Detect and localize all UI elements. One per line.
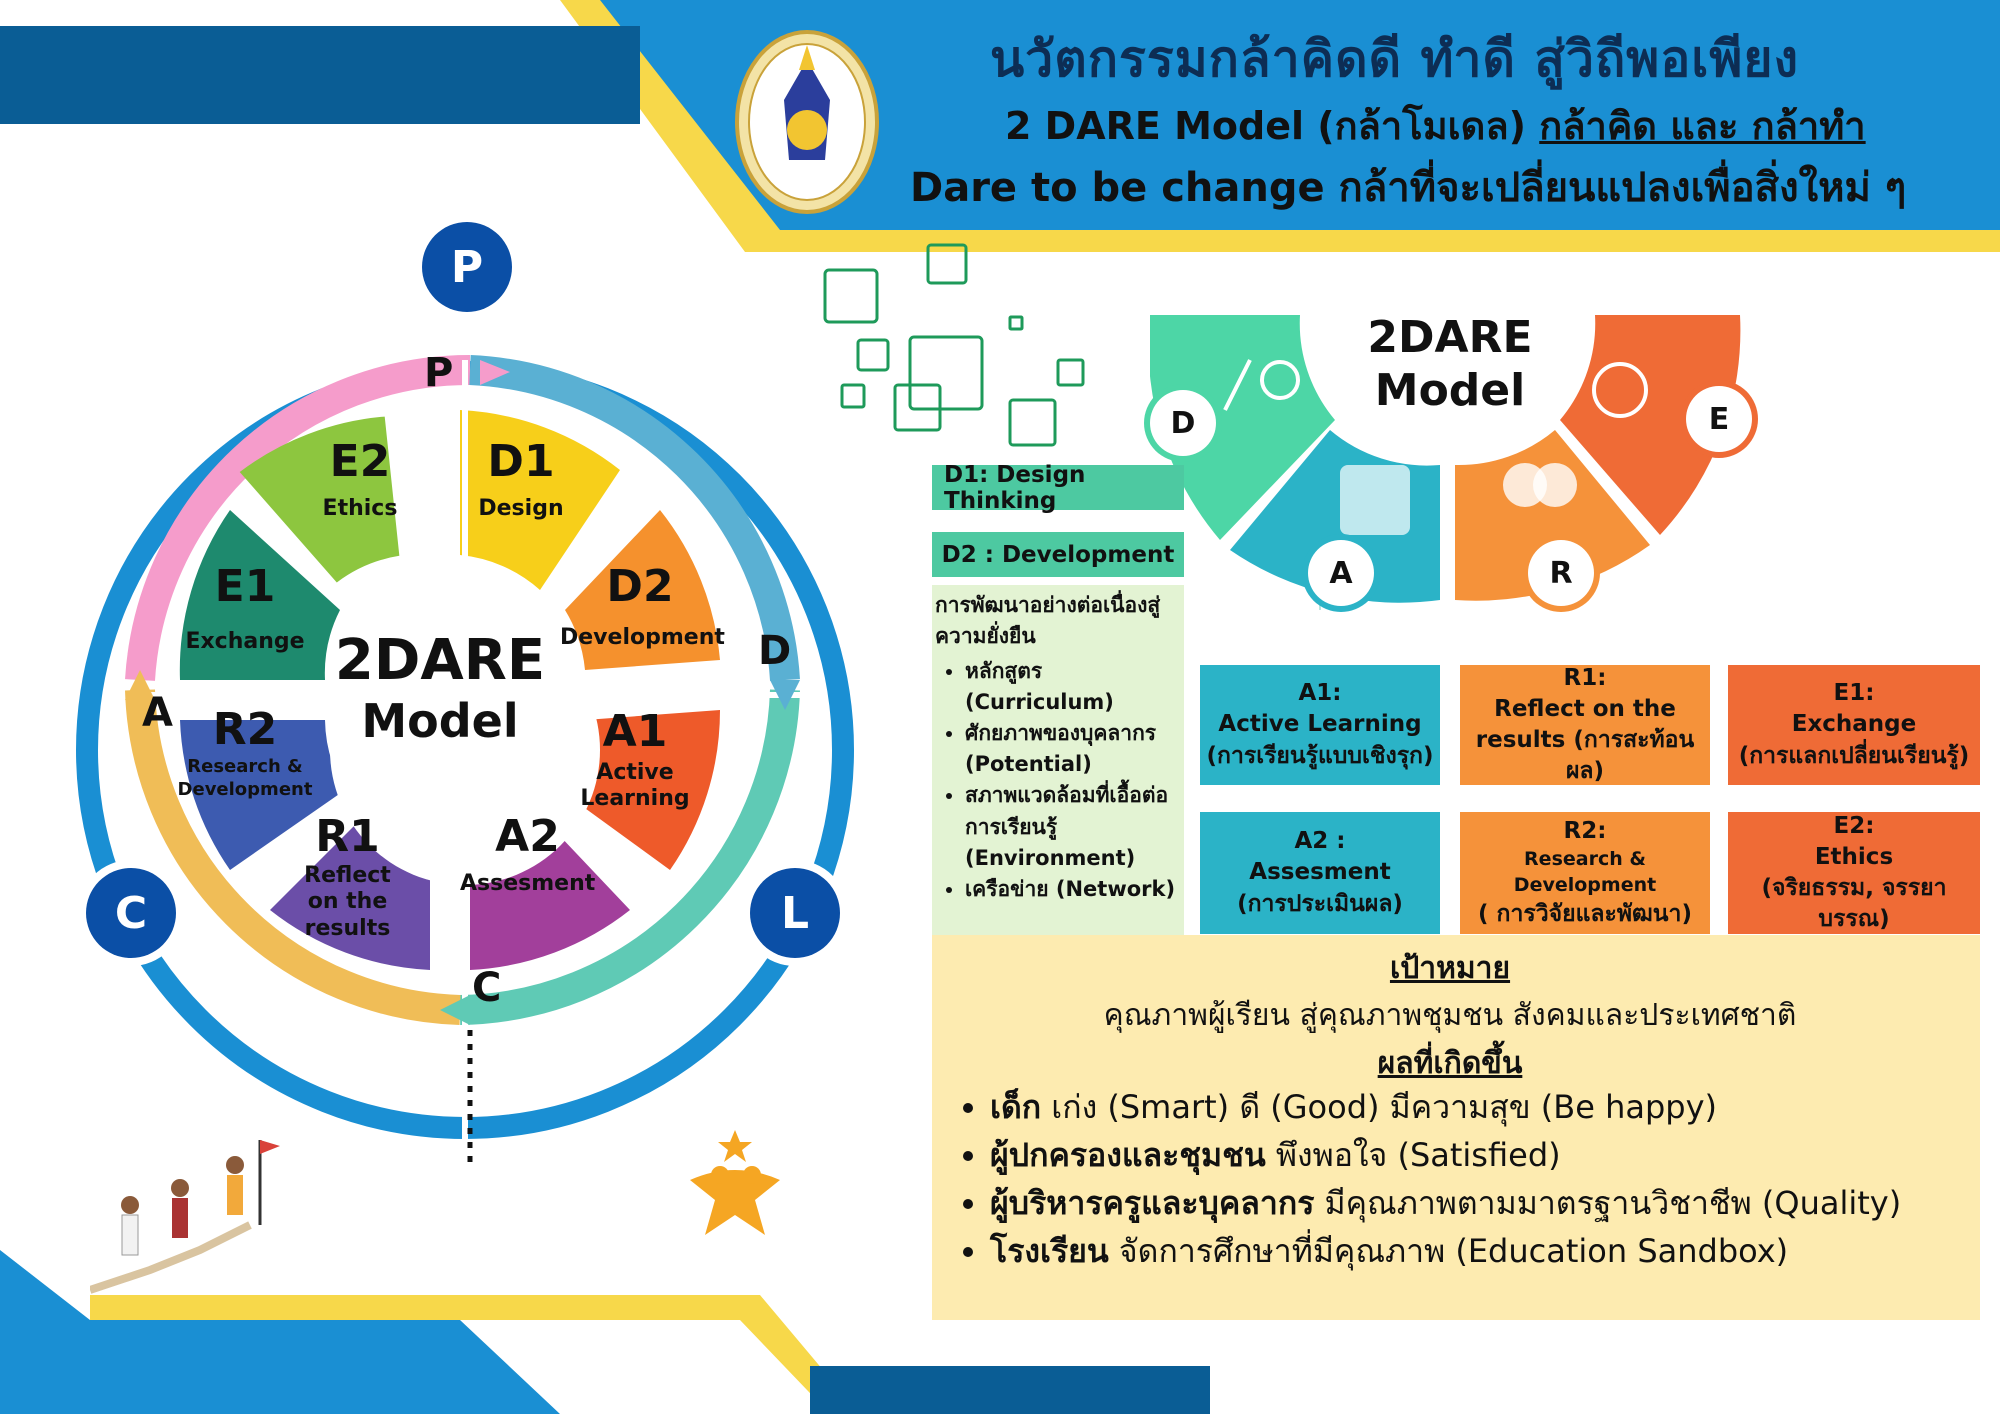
header-title: นวัตกรรมกล้าคิดดี ทำดี สู่วิถีพอเพียง — [990, 30, 1799, 88]
segment-d1-code: D1 — [487, 436, 555, 487]
development-item: • ศักยภาพของบุคลากร (Potential) — [965, 718, 1185, 780]
box-e2-title: Ethics — [1814, 843, 1894, 870]
result-subject: เด็ก — [990, 1088, 1042, 1126]
result-item — [990, 1083, 1970, 1131]
box-a2 — [1200, 812, 1440, 934]
segment-r1-code: R1 — [315, 811, 380, 862]
box-e1-thai: (การแลกเปลี่ยนเรียนรู้) — [1738, 742, 1970, 769]
header-subtitle — [1005, 95, 1866, 156]
results-list — [950, 1083, 1970, 1275]
result-subject: โรงเรียน — [990, 1232, 1109, 1270]
arc-letter-d: D — [758, 628, 792, 674]
header-subtitle-slogan: กล้าคิด และ กล้าทำ — [1539, 104, 1866, 148]
box-e1 — [1728, 665, 1980, 785]
d1-label: D1: Design Thinking — [932, 465, 1184, 510]
box-a2-thai: (การประเมินผล) — [1237, 890, 1403, 917]
cycle-center-line2: Model — [361, 693, 519, 748]
cycle-center-line1: 2DARE — [334, 628, 546, 693]
box-e1-code: E1: — [1833, 680, 1875, 707]
arc-letter-a: A — [142, 690, 173, 736]
box-r2-thai: ( การวิจัยและพัฒนา) — [1478, 900, 1692, 927]
climbers-illustration — [90, 1130, 290, 1300]
result-subject: ผู้บริหารครูและบุคลากร — [990, 1184, 1315, 1222]
arc-letter-p: P — [424, 350, 454, 396]
segment-e2-code: E2 — [329, 436, 391, 487]
goal-text: คุณภาพผู้เรียน สู่คุณภาพชุมชน สังคมและประเทศชาติ — [1103, 998, 1797, 1033]
cycle-node-p: P — [422, 222, 512, 312]
box-a1-title: Active Learning — [1218, 711, 1422, 738]
box-r1-title: Reflect on the — [1494, 695, 1676, 722]
segment-e1-name: Exchange — [185, 629, 305, 654]
result-detail: เก่ง (Smart) ดี (Good) มีความสุข (Be happy) — [1041, 1088, 1718, 1126]
arch-letter-e: E — [1686, 386, 1752, 452]
arch-title-line2: Model — [1374, 364, 1526, 416]
segment-a2-name: Assesment — [460, 871, 596, 896]
cycle-center-title — [325, 628, 555, 748]
development-desc-text: การพัฒนาอย่างต่อเนื่องสู่ความยั่งยืน — [935, 593, 1161, 649]
development-description — [935, 590, 1185, 905]
box-a2-title: Assesment — [1249, 859, 1391, 886]
segment-r1-name: Reflect on the results — [304, 863, 391, 941]
segment-r2-name: Research & Development — [177, 756, 313, 800]
checklist-icon — [1340, 465, 1410, 535]
box-a1 — [1200, 665, 1440, 785]
result-detail: มีคุณภาพตามมาตรฐานวิชาชีพ (Quality) — [1314, 1184, 1902, 1222]
development-item: • สภาพแวดล้อมที่เอื้อต่อการเรียนรู้ (Environment) — [965, 780, 1185, 873]
arc-letter-c: C — [472, 965, 502, 1011]
result-detail: จัดการศึกษาที่มีคุณภาพ (Education Sandbox) — [1108, 1232, 1789, 1270]
arch-letter-r: R — [1528, 540, 1594, 606]
development-item: • หลักสูตร (Curriculum) — [965, 656, 1185, 718]
goal-heading: เป้าหมาย — [1389, 951, 1511, 986]
segment-e2-name: Ethics — [322, 496, 398, 521]
segment-d2-name: Development — [560, 625, 725, 650]
segment-a1-code: A1 — [602, 706, 668, 757]
box-r1 — [1460, 665, 1710, 785]
arch-letter-a: A — [1308, 540, 1374, 606]
box-r1-code: R1: — [1563, 664, 1607, 691]
box-a1-code: A1: — [1298, 680, 1342, 707]
box-e2-code: E2: — [1833, 812, 1875, 839]
segment-r1 — [285, 811, 410, 942]
box-r2 — [1460, 812, 1710, 934]
segment-a2-code: A2 — [495, 811, 560, 862]
decor-squares — [810, 235, 1100, 455]
development-item: • เครือข่าย (Network) — [965, 874, 1185, 905]
arch-title — [1360, 312, 1540, 418]
star-people-icon — [680, 1120, 790, 1240]
brain-gears-icon — [1503, 463, 1577, 507]
segment-d1 — [466, 436, 576, 522]
header-subtitle-model: 2 DARE Model (กล้าโมเดล) — [1005, 104, 1540, 148]
d2-label: D2 : Development — [932, 532, 1184, 577]
result-item — [990, 1131, 1970, 1179]
segment-a1 — [575, 706, 695, 813]
cycle-node-l: L — [750, 868, 840, 958]
segment-a1-name: Active Learning — [580, 760, 690, 812]
arch-letter-d: D — [1150, 390, 1216, 456]
segment-a2 — [460, 811, 596, 897]
development-list — [935, 656, 1185, 905]
result-item — [990, 1179, 1970, 1227]
segment-e1 — [185, 561, 305, 655]
segment-d2 — [560, 561, 725, 651]
box-a2-code: A2 : — [1294, 828, 1346, 855]
box-e2-thai: (จริยธรรม, จรรยาบรรณ) — [1761, 875, 1947, 933]
segment-r2 — [175, 704, 315, 801]
result-subject: ผู้ปกครองและชุมชน — [990, 1136, 1266, 1174]
box-e1-title: Exchange — [1791, 711, 1917, 738]
box-r2-code: R2: — [1563, 818, 1607, 845]
results-heading: ผลที่เกิดขึ้น — [1377, 1046, 1523, 1081]
result-item — [990, 1227, 1970, 1275]
segment-d1-name: Design — [478, 496, 564, 521]
arch-title-line1: 2DARE — [1367, 312, 1533, 363]
result-detail: พึงพอใจ (Satisfied) — [1265, 1136, 1561, 1174]
box-e2 — [1728, 812, 1980, 934]
school-emblem — [735, 30, 880, 215]
segment-r2-code: R2 — [212, 704, 278, 755]
segment-e2 — [300, 436, 420, 522]
segment-e1-code: E1 — [214, 561, 276, 612]
cycle-node-c: C — [86, 868, 176, 958]
header-tagline: Dare to be change กล้าที่จะเปลี่ยนแปลงเพื่อสิ่งใหม่ ๆ — [910, 165, 1907, 211]
box-r2-title: Research & Development — [1513, 848, 1657, 896]
box-a1-thai: (การเรียนรู้แบบเชิงรุก) — [1206, 742, 1434, 769]
box-r1-thai: results (การสะท้อนผล) — [1475, 727, 1695, 785]
segment-d2-code: D2 — [606, 561, 674, 612]
